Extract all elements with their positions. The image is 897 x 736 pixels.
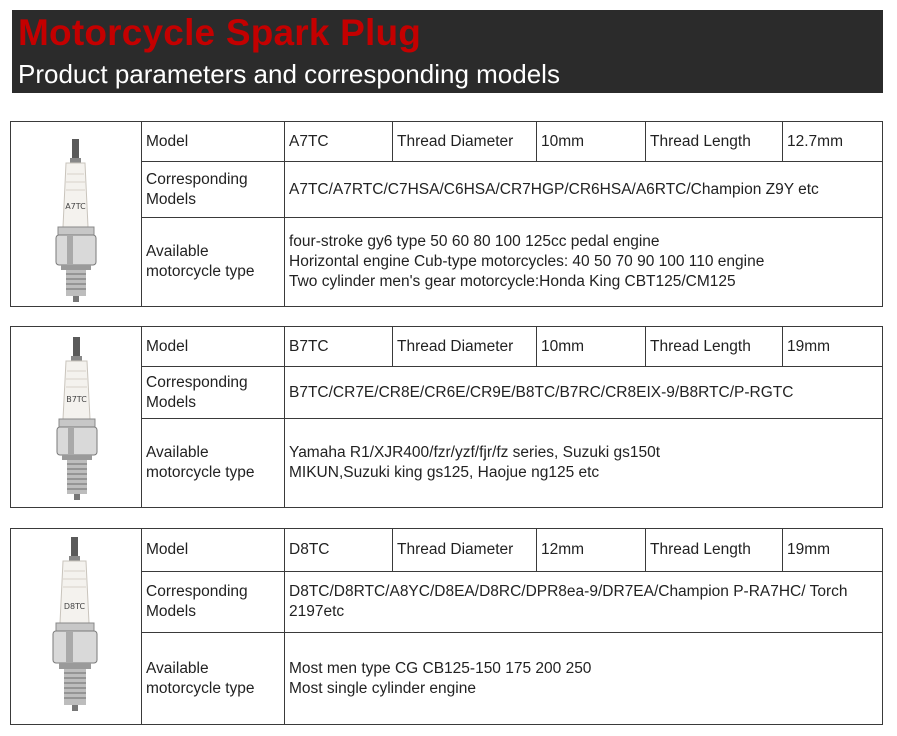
text-line: Most men type CG CB125-150 175 200 250 <box>289 659 592 677</box>
label-line: Models <box>146 190 196 208</box>
label-line: Models <box>146 393 196 411</box>
text-line: Horizontal engine Cub-type motorcycles: 40 50 70 90 100 110 engine <box>289 253 765 270</box>
label-thread-diameter: Thread Diameter <box>392 529 536 571</box>
row-corresponding-models <box>142 162 882 218</box>
label-line: motorcycle type <box>146 679 255 697</box>
page-title: Motorcycle Spark Plug <box>18 12 422 53</box>
value-corresponding-models <box>284 367 883 418</box>
product-card-d8tc <box>10 528 883 725</box>
text-line: Two cylinder men's gear motorcycle:Honda King CBT125/CM125 <box>289 273 736 290</box>
text-line: D8TC/D8RTC/A8YC/D8EA/D8RC/DPR8ea-9/DR7EA/Champion P-RA7HC/ Torch <box>289 583 848 600</box>
label-corresponding-models <box>142 367 284 418</box>
text-line: Most single cylinder engine <box>289 679 476 697</box>
row-model <box>142 327 882 367</box>
label-thread-diameter: Thread Diameter <box>392 122 536 161</box>
label-line: Corresponding <box>146 583 248 600</box>
label-line: Models <box>146 603 196 620</box>
label-available-types <box>142 218 284 306</box>
value-thread-diameter: 10mm <box>536 327 645 366</box>
value-model: A7TC <box>284 122 392 161</box>
label-line: Available <box>146 444 209 461</box>
value-corresponding-models <box>284 162 883 217</box>
title-banner <box>12 10 883 93</box>
label-line: Available <box>146 243 209 260</box>
page-subtitle: Product parameters and corresponding models <box>18 59 560 89</box>
value-available-types <box>284 419 883 507</box>
plug-label: A7TC <box>65 202 86 211</box>
value-available-types <box>284 218 883 306</box>
value-model: B7TC <box>284 327 392 366</box>
spark-plug-image <box>11 327 141 507</box>
value-corresponding-models <box>284 572 883 632</box>
row-model <box>142 122 882 162</box>
label-thread-length: Thread Length <box>645 122 782 161</box>
product-card-b7tc <box>10 326 883 508</box>
label-model: Model <box>146 337 189 355</box>
value-thread-length: 12.7mm <box>782 122 883 161</box>
spark-plug-image-cell <box>11 122 142 306</box>
text-line: MIKUN,Suzuki king gs125, Haojue ng125 etc <box>289 464 600 481</box>
label-line: motorcycle type <box>146 464 255 481</box>
value-thread-length: 19mm <box>782 529 883 571</box>
text-line: A7TC/A7RTC/C7HSA/C6HSA/CR7HGP/CR6HSA/A6RTC/Champion Z9Y etc <box>289 180 819 198</box>
row-model <box>142 529 882 572</box>
spark-plug-image-cell <box>11 529 142 724</box>
label-line: Corresponding <box>146 170 248 188</box>
text-line: Yamaha R1/XJR400/fzr/yzf/fjr/fz series, Suzuki gs150t <box>289 444 661 461</box>
label-line: Available <box>146 659 209 677</box>
text-line: 2197etc <box>289 603 345 620</box>
value-model: D8TC <box>284 529 392 571</box>
plug-label: D8TC <box>63 602 86 611</box>
row-corresponding-models <box>142 572 882 633</box>
row-available-types <box>142 419 882 507</box>
label-corresponding-models <box>142 162 284 217</box>
text-line: B7TC/CR7E/CR8E/CR6E/CR9E/B8TC/B7RC/CR8EIX-9/B8RTC/P-RGTC <box>289 383 794 401</box>
plug-label: B7TC <box>66 395 87 404</box>
row-corresponding-models <box>142 367 882 419</box>
label-line: Corresponding <box>146 373 248 391</box>
label-line: motorcycle type <box>146 263 255 280</box>
label-model: Model <box>146 132 189 150</box>
spark-plug-image <box>11 122 141 306</box>
label-model: Model <box>146 541 189 558</box>
value-thread-length: 19mm <box>782 327 883 366</box>
value-thread-diameter: 12mm <box>536 529 645 571</box>
text-line: four-stroke gy6 type 50 60 80 100 125cc pedal engine <box>289 233 660 250</box>
row-available-types <box>142 218 882 306</box>
spark-plug-image <box>11 529 141 724</box>
label-corresponding-models <box>142 572 284 632</box>
value-thread-diameter: 10mm <box>536 122 645 161</box>
label-thread-length: Thread Length <box>645 327 782 366</box>
label-thread-diameter: Thread Diameter <box>392 327 536 366</box>
label-thread-length: Thread Length <box>645 529 782 571</box>
value-available-types <box>284 633 883 724</box>
label-available-types <box>142 633 284 724</box>
label-available-types <box>142 419 284 507</box>
row-available-types <box>142 633 882 724</box>
product-card-a7tc <box>10 121 883 307</box>
spark-plug-image-cell <box>11 327 142 507</box>
